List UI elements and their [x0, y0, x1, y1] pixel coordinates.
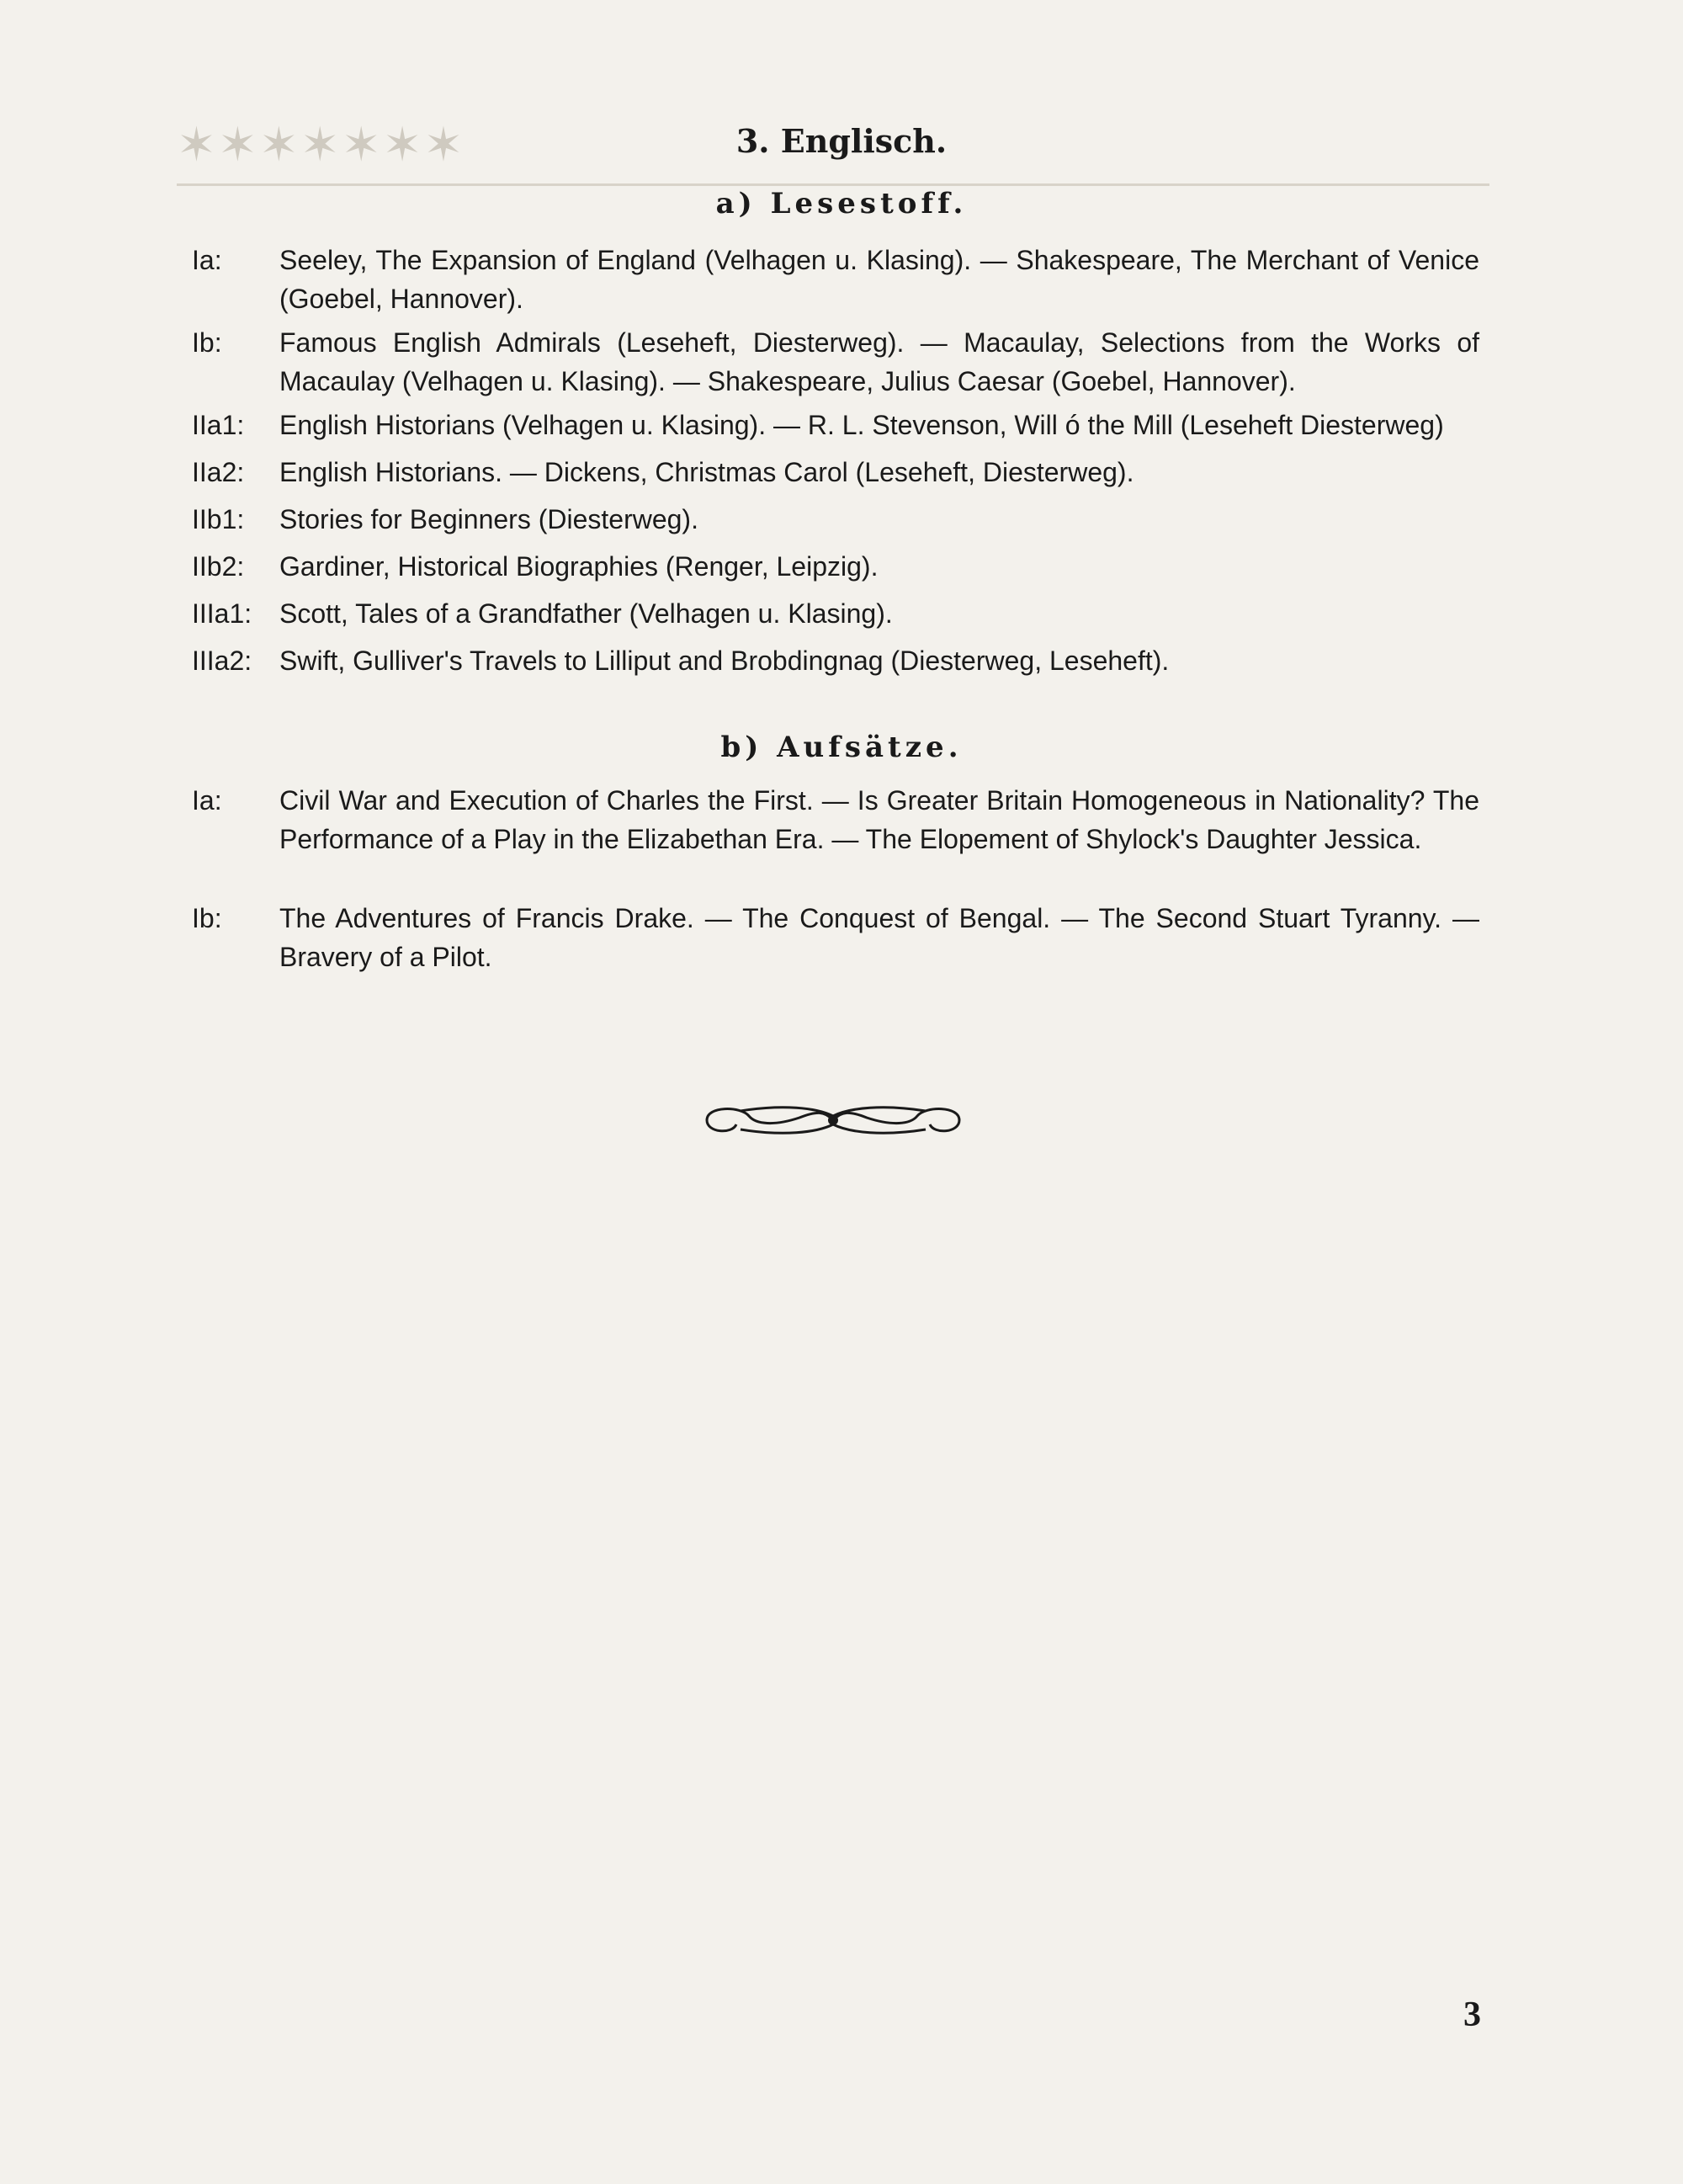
reading-entry: [192, 453, 1479, 492]
page-number: 3: [1463, 1995, 1481, 2034]
class-label: IIIa1:: [192, 598, 252, 629]
entry-text: Gardiner, Historical Biographies (Renger, Leipzig).: [279, 551, 879, 582]
entry-text: Famous English Admirals (Leseheft, Diesterweg). — Macaulay, Selections from the Works of Macaulay (Velhagen u. Klasing). — Shakespeare, Julius Caesar (Goebel, Hannover).: [279, 327, 1479, 396]
class-label: Ib:: [192, 903, 222, 933]
subsection-a-title: a) Lesestoff.: [715, 187, 968, 221]
entry-text: Seeley, The Expansion of England (Velhagen u. Klasing). — Shakespeare, The Merchant of Venice (Goebel, Hannover).: [279, 245, 1479, 314]
class-label: IIa2:: [192, 457, 245, 487]
reading-entry: [192, 641, 1479, 680]
class-label: IIIa2:: [192, 646, 252, 676]
entry-text: The Adventures of Francis Drake. — The Conquest of Bengal. — The Second Stuart Tyranny. — Bravery of a Pilot.: [279, 903, 1479, 972]
entry-text: Civil War and Execution of Charles the First. — Is Greater Britain Homogeneous in Nationality? The Performance of a Play in the Elizabethan Era. — The Elopement of Shylock's Daughter Jessica.: [279, 785, 1479, 854]
class-label: IIb2:: [192, 551, 245, 582]
bleed-through-rule: [177, 183, 1489, 186]
reading-entry: [192, 500, 1479, 539]
essay-entry: [192, 899, 1479, 976]
reading-entry: [192, 241, 1479, 318]
entry-text: English Historians. — Dickens, Christmas Carol (Leseheft, Diesterweg).: [279, 457, 1134, 487]
class-label: Ia:: [192, 245, 222, 275]
entry-text: English Historians (Velhagen u. Klasing). — R. L. Stevenson, Will ó the Mill (Leseheft Diesterweg): [279, 410, 1444, 440]
class-label: Ib:: [192, 327, 222, 358]
reading-entry: [192, 323, 1479, 401]
class-label: IIb1:: [192, 504, 245, 534]
entry-text: Swift, Gulliver's Travels to Lilliput and Brobdingnag (Diesterweg, Leseheft).: [279, 646, 1170, 676]
bleed-through-text: ✶✶✶✶✶✶✶: [177, 118, 465, 173]
essay-entry: [192, 781, 1479, 858]
reading-entry: [192, 594, 1479, 633]
reading-entry: [192, 547, 1479, 586]
ornament-flourish: [690, 1099, 976, 1141]
entry-text: Scott, Tales of a Grandfather (Velhagen u. Klasing).: [279, 598, 893, 629]
subsection-b-title: b) Aufsätze.: [720, 731, 963, 764]
class-label: Ia:: [192, 785, 222, 816]
class-label: IIa1:: [192, 410, 245, 440]
reading-entry: [192, 406, 1479, 444]
section-title: 3. Englisch.: [735, 122, 948, 160]
entry-text: Stories for Beginners (Diesterweg).: [279, 504, 698, 534]
